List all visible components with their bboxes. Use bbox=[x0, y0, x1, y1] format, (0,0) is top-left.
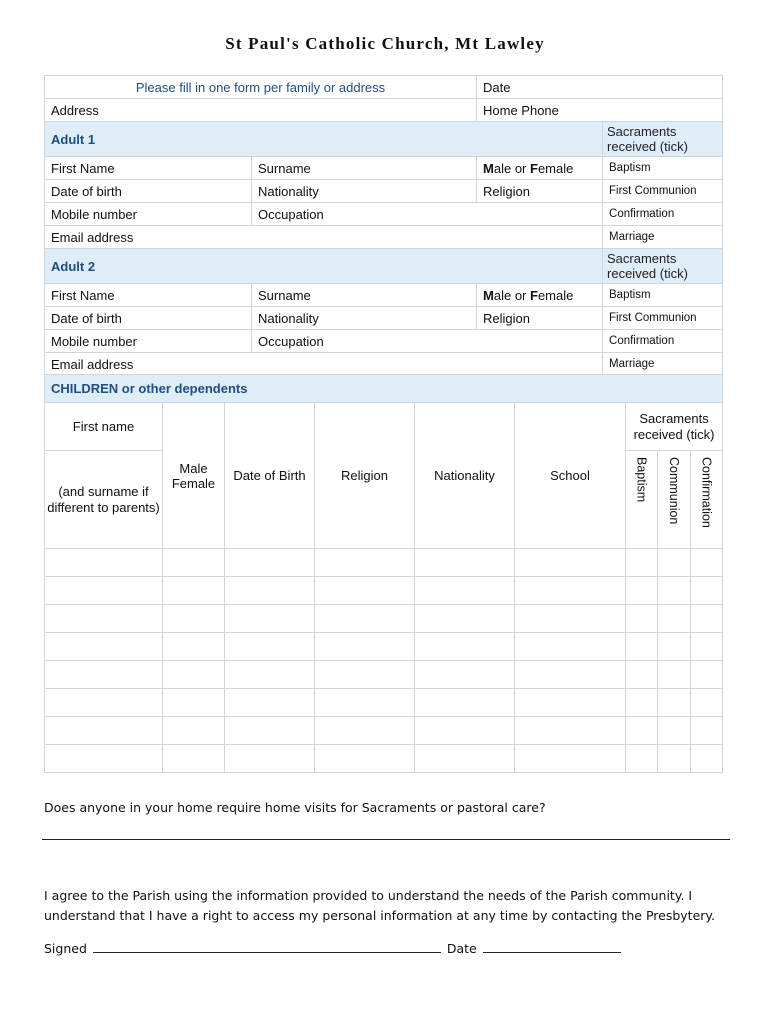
male-initial: M bbox=[483, 160, 494, 176]
page-title: St Paul's Catholic Church, Mt Lawley bbox=[225, 34, 545, 53]
adult1-gender-field[interactable] bbox=[477, 157, 603, 180]
adult1-nationality-field[interactable]: Nationality bbox=[252, 180, 477, 203]
child-entry-cell[interactable] bbox=[415, 633, 515, 661]
child-entry-cell[interactable] bbox=[515, 689, 626, 717]
child-entry-cell[interactable] bbox=[626, 689, 658, 717]
child-entry-cell[interactable] bbox=[691, 549, 723, 577]
child-communion-header bbox=[658, 451, 691, 549]
child-entry-cell[interactable] bbox=[415, 577, 515, 605]
child-entry-cell[interactable] bbox=[163, 745, 225, 773]
child-entry-row bbox=[45, 577, 723, 605]
adult2-first-name-field[interactable]: First Name bbox=[45, 284, 252, 307]
child-entry-cell[interactable] bbox=[658, 689, 691, 717]
adult1-confirmation-checkbox[interactable]: Confirmation bbox=[603, 203, 723, 226]
child-entry-cell[interactable] bbox=[658, 633, 691, 661]
home-phone-field[interactable]: Home Phone bbox=[477, 99, 723, 122]
child-entry-cell[interactable] bbox=[626, 633, 658, 661]
child-entry-cell[interactable] bbox=[415, 717, 515, 745]
child-entry-cell[interactable] bbox=[163, 689, 225, 717]
child-entry-cell[interactable] bbox=[658, 549, 691, 577]
child-entry-cell[interactable] bbox=[658, 661, 691, 689]
child-entry-cell[interactable] bbox=[315, 689, 415, 717]
confirmation-label: Confirmation bbox=[699, 457, 714, 528]
child-entry-cell[interactable] bbox=[315, 661, 415, 689]
agreement-text: I agree to the Parish using the information provided to understand the needs of the Parish community. I understand that I have a right to access my personal information at any time by contacting the Presbytery. bbox=[44, 888, 715, 923]
child-entry-cell[interactable] bbox=[45, 577, 163, 605]
child-entry-cell[interactable] bbox=[225, 605, 315, 633]
child-entry-cell[interactable] bbox=[415, 745, 515, 773]
children-heading: CHILDREN or other dependents bbox=[45, 375, 723, 403]
female-initial: F bbox=[530, 160, 538, 176]
child-entry-cell[interactable] bbox=[315, 549, 415, 577]
child-entry-cell[interactable] bbox=[691, 605, 723, 633]
child-entry-cell[interactable] bbox=[163, 717, 225, 745]
child-entry-cell[interactable] bbox=[658, 605, 691, 633]
child-entry-cell[interactable] bbox=[315, 633, 415, 661]
home-visits-question: Does anyone in your home require home visits for Sacraments or pastoral care? bbox=[44, 800, 546, 815]
male-rest: ale or bbox=[493, 287, 530, 303]
child-entry-cell[interactable] bbox=[626, 605, 658, 633]
adult2-email-field[interactable]: Email address bbox=[45, 353, 603, 376]
child-religion-header: Religion bbox=[315, 403, 415, 549]
adult1-first-name-field[interactable]: First Name bbox=[45, 157, 252, 180]
female-rest: emale bbox=[537, 160, 574, 176]
child-entry-cell[interactable] bbox=[225, 745, 315, 773]
male-initial: M bbox=[483, 287, 494, 303]
child-entry-cell[interactable] bbox=[225, 717, 315, 745]
child-entry-row bbox=[45, 605, 723, 633]
adult1-email-field[interactable]: Email address bbox=[45, 226, 603, 249]
child-entry-row bbox=[45, 633, 723, 661]
child-entry-cell[interactable] bbox=[225, 549, 315, 577]
adult2-sacraments-heading: Sacraments received (tick) bbox=[603, 249, 723, 284]
adult1-religion-field[interactable]: Religion bbox=[477, 180, 603, 203]
child-gender-header: Male Female bbox=[163, 403, 225, 549]
adult1-first-communion-checkbox[interactable]: First Communion bbox=[603, 180, 723, 203]
child-entry-cell[interactable] bbox=[315, 605, 415, 633]
parent-details-table bbox=[44, 75, 723, 376]
address-field[interactable]: Address bbox=[45, 99, 477, 122]
communion-label: Communion bbox=[667, 457, 681, 525]
signature-line[interactable] bbox=[93, 940, 441, 953]
child-entry-cell[interactable] bbox=[691, 745, 723, 773]
adult1-dob-field[interactable]: Date of birth bbox=[45, 180, 252, 203]
adult2-nationality-field[interactable]: Nationality bbox=[252, 307, 477, 330]
child-entry-cell[interactable] bbox=[225, 689, 315, 717]
child-entry-cell[interactable] bbox=[225, 633, 315, 661]
child-school-header: School bbox=[515, 403, 626, 549]
child-confirmation-header bbox=[691, 451, 723, 549]
date-label: Date bbox=[446, 941, 477, 956]
instruction-text: Please fill in one form per family or address bbox=[45, 76, 477, 99]
child-entry-cell[interactable] bbox=[315, 577, 415, 605]
adult1-marriage-checkbox[interactable]: Marriage bbox=[603, 226, 723, 249]
child-baptism-header bbox=[626, 451, 658, 549]
child-entry-cell[interactable] bbox=[626, 745, 658, 773]
child-entry-cell[interactable] bbox=[658, 577, 691, 605]
child-entry-cell[interactable] bbox=[415, 605, 515, 633]
adult2-first-communion-checkbox[interactable]: First Communion bbox=[603, 307, 723, 330]
child-entry-cell[interactable] bbox=[45, 549, 163, 577]
answer-line[interactable] bbox=[42, 839, 730, 840]
child-entry-cell[interactable] bbox=[691, 689, 723, 717]
child-entry-cell[interactable] bbox=[691, 633, 723, 661]
adult2-confirmation-checkbox[interactable]: Confirmation bbox=[603, 330, 723, 353]
male-rest: ale or bbox=[493, 160, 530, 176]
children-table bbox=[44, 374, 723, 773]
child-entry-cell[interactable] bbox=[163, 577, 225, 605]
female-initial: F bbox=[530, 287, 538, 303]
child-dob-header: Date of Birth bbox=[225, 403, 315, 549]
adult1-sacraments-heading: Sacraments received (tick) bbox=[603, 122, 723, 157]
child-entry-cell[interactable] bbox=[163, 605, 225, 633]
child-surname-note: (and surname if different to parents) bbox=[45, 451, 163, 549]
child-entry-cell[interactable] bbox=[315, 745, 415, 773]
adult1-occupation-field[interactable]: Occupation bbox=[252, 203, 603, 226]
child-entry-cell[interactable] bbox=[691, 661, 723, 689]
child-entry-cell[interactable] bbox=[658, 717, 691, 745]
adult1-surname-field[interactable]: Surname bbox=[252, 157, 477, 180]
adult2-mobile-field[interactable]: Mobile number bbox=[45, 330, 252, 353]
child-sacraments-header: Sacraments received (tick) bbox=[626, 403, 723, 451]
signed-label: Signed bbox=[44, 941, 87, 956]
child-entry-cell[interactable] bbox=[515, 549, 626, 577]
signature-date-line[interactable] bbox=[483, 940, 621, 953]
date-field[interactable]: Date bbox=[477, 76, 723, 99]
child-entry-cell[interactable] bbox=[626, 549, 658, 577]
child-entry-cell[interactable] bbox=[658, 745, 691, 773]
child-entry-row bbox=[45, 661, 723, 689]
child-entry-cell[interactable] bbox=[515, 661, 626, 689]
child-entry-cell[interactable] bbox=[45, 605, 163, 633]
child-entry-cell[interactable] bbox=[45, 745, 163, 773]
adult2-baptism-checkbox[interactable]: Baptism bbox=[603, 284, 723, 307]
signature-row bbox=[44, 940, 621, 956]
child-entry-cell[interactable] bbox=[515, 633, 626, 661]
child-entry-cell[interactable] bbox=[515, 577, 626, 605]
child-entry-cell[interactable] bbox=[515, 717, 626, 745]
adult2-gender-field[interactable] bbox=[477, 284, 603, 307]
adult2-dob-field[interactable]: Date of birth bbox=[45, 307, 252, 330]
adult2-surname-field[interactable]: Surname bbox=[252, 284, 477, 307]
child-entry-cell[interactable] bbox=[515, 605, 626, 633]
adult2-heading: Adult 2 bbox=[45, 249, 603, 284]
child-entry-row bbox=[45, 745, 723, 773]
child-nationality-header: Nationality bbox=[415, 403, 515, 549]
baptism-label: Baptism bbox=[634, 457, 649, 503]
child-entry-cell[interactable] bbox=[45, 661, 163, 689]
child-entry-cell[interactable] bbox=[163, 633, 225, 661]
child-entry-cell[interactable] bbox=[691, 717, 723, 745]
child-entry-row bbox=[45, 717, 723, 745]
child-entry-cell[interactable] bbox=[225, 661, 315, 689]
child-entry-cell[interactable] bbox=[415, 661, 515, 689]
child-entry-row bbox=[45, 549, 723, 577]
child-entry-cell[interactable] bbox=[415, 549, 515, 577]
child-entry-cell[interactable] bbox=[691, 577, 723, 605]
adult1-heading: Adult 1 bbox=[45, 122, 603, 157]
child-entry-cell[interactable] bbox=[45, 633, 163, 661]
child-entry-cell[interactable] bbox=[515, 745, 626, 773]
child-entry-cell[interactable] bbox=[415, 689, 515, 717]
child-entry-cell[interactable] bbox=[163, 661, 225, 689]
adult2-religion-field[interactable]: Religion bbox=[477, 307, 603, 330]
child-entry-row bbox=[45, 689, 723, 717]
child-entry-cell[interactable] bbox=[315, 717, 415, 745]
child-entry-cell[interactable] bbox=[45, 717, 163, 745]
adult2-occupation-field[interactable]: Occupation bbox=[252, 330, 603, 353]
adult1-mobile-field[interactable]: Mobile number bbox=[45, 203, 252, 226]
child-entry-cell[interactable] bbox=[626, 577, 658, 605]
child-first-name-header: First name bbox=[45, 403, 163, 451]
child-entry-cell[interactable] bbox=[45, 689, 163, 717]
adult1-baptism-checkbox[interactable]: Baptism bbox=[603, 157, 723, 180]
adult2-marriage-checkbox[interactable]: Marriage bbox=[603, 353, 723, 376]
child-entry-cell[interactable] bbox=[626, 661, 658, 689]
female-rest: emale bbox=[537, 287, 574, 303]
child-entry-cell[interactable] bbox=[626, 717, 658, 745]
child-entry-cell[interactable] bbox=[225, 577, 315, 605]
child-entry-cell[interactable] bbox=[163, 549, 225, 577]
